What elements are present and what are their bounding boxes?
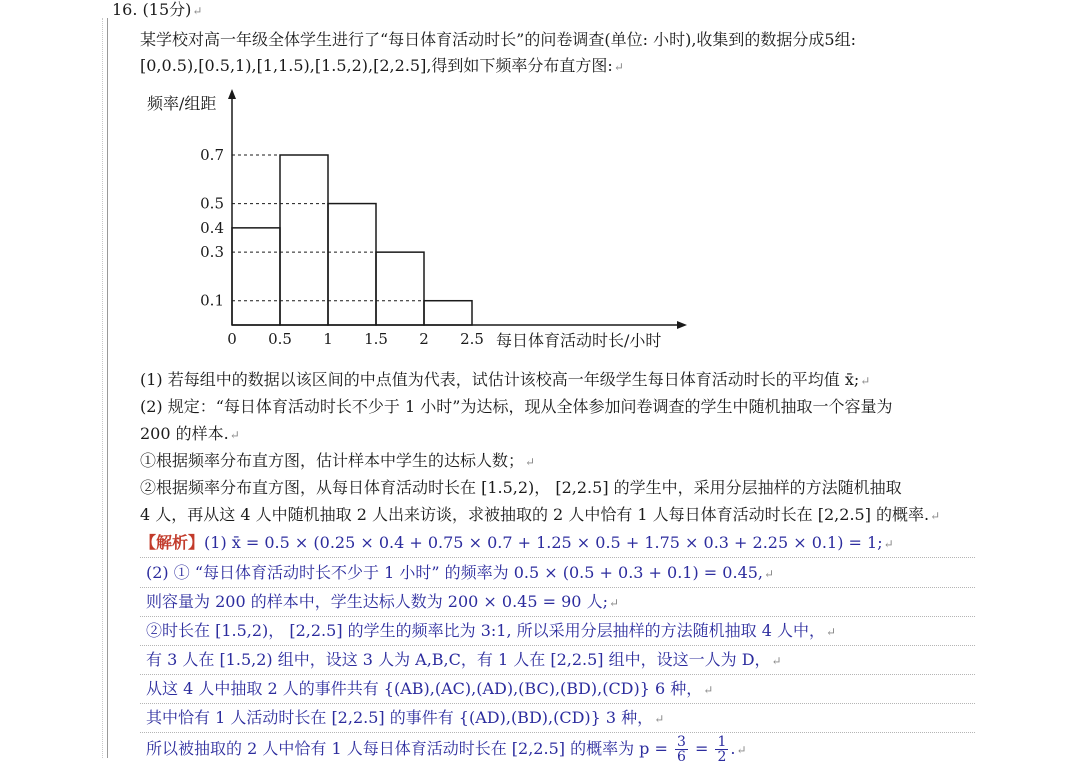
ruled-line bbox=[140, 587, 975, 588]
y-tick-label: 0.3 bbox=[200, 243, 224, 262]
intro-text-2: [0,0.5),[0.5,1),[1,1.5),[1.5,2),[2,2.5],得到如下频率分布直方图: bbox=[140, 56, 613, 75]
return-mark: ↵ bbox=[736, 743, 747, 757]
fraction-numerator: 1 bbox=[717, 734, 727, 750]
return-mark: ↵ bbox=[930, 509, 941, 523]
histogram-bar-4 bbox=[376, 252, 424, 325]
x-tick-label: 1.5 bbox=[364, 330, 388, 348]
y-tick-label: 0.7 bbox=[200, 146, 224, 164]
solution-line-6 bbox=[146, 679, 713, 700]
solution-text-5: 有 3 人在 [1.5,2) 组中，设这 3 人为 A,B,C，有 1 人在 [2,2.5] 组中，设这一人为 D， bbox=[146, 650, 771, 669]
intro-line-2 bbox=[140, 56, 624, 77]
solution-label: 【解析】 bbox=[140, 533, 205, 552]
y-tick-label: 0.1 bbox=[200, 291, 224, 310]
histogram-bar-1 bbox=[232, 228, 280, 325]
histogram-bar-3 bbox=[328, 204, 376, 325]
sub2-text-1: ②根据频率分布直方图，从每日体育活动时长在 [1.5,2)， [2,2.5] 的学生中，采用分层抽样的方法随机抽取 bbox=[140, 478, 902, 497]
return-mark: ↵ bbox=[860, 374, 871, 388]
solution-text-4: ②时长在 [1.5,2)， [2,2.5] 的学生的频率比为 3:1, 所以采用分层抽样的方法随机抽取 4 人中， bbox=[146, 621, 826, 640]
solution-line-8 bbox=[146, 734, 747, 765]
margin-line bbox=[107, 18, 108, 758]
solution-line-3 bbox=[146, 592, 619, 613]
x-tick-label: 2.5 bbox=[460, 330, 484, 348]
equals-sign: = bbox=[689, 739, 714, 758]
intro-text-1: 某学校对高一年级全体学生进行了“每日体育活动时长”的问卷调查(单位: 小时),收集到的数据分成5组: bbox=[140, 30, 856, 49]
return-mark: ↵ bbox=[703, 683, 714, 697]
solution-text-7: 其中恰有 1 人活动时长在 [2,2.5] 的事件有 {(AD),(BD),(CD)} 3 种， bbox=[146, 708, 654, 727]
part2-line-1 bbox=[140, 397, 892, 417]
ruled-line bbox=[140, 557, 975, 558]
y-axis-arrow bbox=[228, 89, 236, 99]
fraction-1-2 bbox=[715, 735, 728, 764]
solution-line-4 bbox=[146, 621, 836, 642]
return-mark: ↵ bbox=[771, 654, 782, 668]
sub2-text-2: 4 人，再从这 4 人中随机抽取 2 人出来访谈，求被抽取的 2 人中恰有 1 人每日体育活动时长在 [2,2.5] 的概率. bbox=[140, 505, 930, 524]
y-tick-label: 0.5 bbox=[200, 194, 224, 213]
sub1-line bbox=[140, 451, 535, 472]
solution-text-6: 从这 4 人中抽取 2 人的事件共有 {(AB),(AC),(AD),(BC),(BD),(CD)} 6 种， bbox=[146, 679, 703, 698]
solution-text-2: (2) ① “每日体育活动时长不少于 1 小时” 的频率为 0.5 × (0.5 + 0.3 + 0.1) = 0.45, bbox=[146, 563, 764, 582]
question-points: (15分) bbox=[142, 0, 192, 19]
solution-period: . bbox=[730, 739, 736, 758]
solution-line-1 bbox=[140, 533, 894, 554]
ruled-line bbox=[140, 674, 975, 675]
solution-text-8: 所以被抽取的 2 人中恰有 1 人每日体育活动时长在 [2,2.5] 的概率为 p = bbox=[146, 739, 673, 758]
part2-line-2 bbox=[140, 424, 240, 445]
x-tick-label: 1 bbox=[323, 330, 333, 348]
x-tick-label: 0 bbox=[227, 330, 237, 348]
return-mark: ↵ bbox=[826, 625, 837, 639]
y-tick-label: 0.4 bbox=[200, 218, 224, 237]
histogram-bar-2 bbox=[280, 155, 328, 325]
part1-line bbox=[140, 370, 870, 391]
sub1-text: ①根据频率分布直方图，估计样本中学生的达标人数； bbox=[140, 451, 525, 470]
return-mark: ↵ bbox=[654, 712, 665, 726]
x-axis-label: 每日体育活动时长/小时 bbox=[496, 331, 662, 350]
ruled-line bbox=[140, 732, 975, 733]
fraction-denominator: 6 bbox=[676, 749, 686, 765]
histogram-bar-5 bbox=[424, 301, 472, 325]
return-mark: ↵ bbox=[613, 60, 624, 74]
solution-line-5 bbox=[146, 650, 782, 671]
ruled-line bbox=[140, 616, 975, 617]
return-mark: ↵ bbox=[229, 428, 240, 442]
fraction-3-6 bbox=[675, 735, 688, 764]
question-number-line bbox=[112, 0, 202, 21]
solution-text-3: 则容量为 200 的样本中，学生达标人数为 200 × 0.45 = 90 人; bbox=[146, 592, 608, 611]
return-mark: ↵ bbox=[883, 537, 894, 551]
part2-text-1: (2) 规定：“每日体育活动时长不少于 1 小时”为达标，现从全体参加问卷调查的学生中随机抽取一个容量为 bbox=[140, 397, 893, 416]
x-tick-label: 2 bbox=[419, 330, 429, 348]
frequency-histogram bbox=[140, 85, 700, 360]
intro-line-1 bbox=[140, 30, 856, 50]
x-axis-arrow bbox=[677, 321, 687, 329]
margin-dotted-guide bbox=[102, 18, 104, 758]
fraction-numerator: 3 bbox=[676, 734, 686, 750]
return-mark: ↵ bbox=[525, 455, 536, 469]
sub2-line-2 bbox=[140, 505, 940, 526]
fraction-denominator: 2 bbox=[717, 749, 727, 765]
ruled-line bbox=[140, 645, 975, 646]
x-tick-label: 0.5 bbox=[268, 330, 292, 348]
solution-line-2 bbox=[146, 563, 774, 584]
solution-line-7 bbox=[146, 708, 664, 729]
question-number: 16. bbox=[112, 0, 138, 19]
ruled-line bbox=[140, 703, 975, 704]
return-mark: ↵ bbox=[764, 567, 775, 581]
y-axis-label: 频率/组距 bbox=[147, 94, 217, 113]
sub2-line-1 bbox=[140, 478, 902, 498]
return-mark: ↵ bbox=[608, 596, 620, 610]
return-mark: ↵ bbox=[192, 4, 203, 18]
part1-text: (1) 若每组中的数据以该区间的中点值为代表，试估计该校高一年级学生每日体育活动时长的平均值 x̄; bbox=[140, 370, 860, 389]
solution-text-1: (1) x̄ = 0.5 × (0.25 × 0.4 + 0.75 × 0.7 + 1.25 × 0.5 + 1.75 × 0.3 + 2.25 × 0.1) = 1; bbox=[204, 533, 883, 552]
part2-text-2: 200 的样本. bbox=[140, 424, 229, 443]
